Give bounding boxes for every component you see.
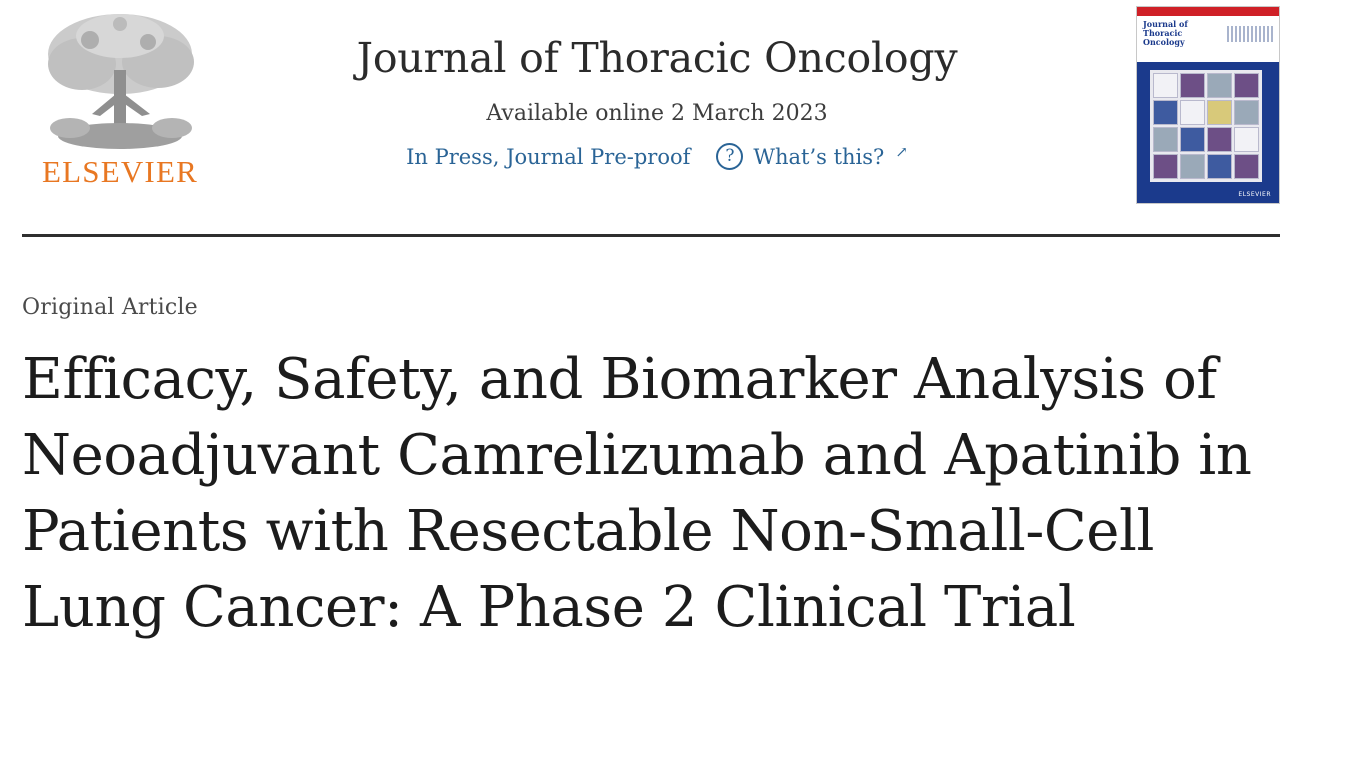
cover-caption: ELSEVIER	[1238, 191, 1271, 198]
cover-accent-bar	[1137, 7, 1279, 16]
journal-press-status: In Press, Journal Pre-proof	[406, 144, 691, 169]
article-header	[0, 237, 1350, 647]
article-type-label: Original Article	[22, 295, 198, 320]
journal-masthead	[0, 0, 1350, 222]
journal-info	[218, 6, 1136, 170]
journal-status-row	[218, 143, 1096, 170]
journal-cover-thumbnail[interactable]	[1136, 6, 1280, 204]
cover-publisher-mark-icon	[1227, 26, 1273, 42]
whats-this-label: What’s this?	[753, 144, 885, 169]
question-mark-circle-icon: ?	[716, 143, 743, 170]
journal-availability-date: Available online 2 March 2023	[486, 101, 828, 127]
cover-figure-grid	[1150, 70, 1262, 182]
publisher-name: ELSEVIER	[42, 154, 198, 189]
elsevier-tree-logo-icon	[30, 10, 210, 158]
whats-this-link[interactable]	[716, 143, 908, 170]
cover-journal-title: Journal of Thoracic Oncology	[1143, 19, 1188, 47]
cover-header	[1137, 16, 1279, 62]
cover-body	[1137, 62, 1279, 203]
journal-title: Journal of Thoracic Oncology	[356, 34, 958, 82]
external-link-arrow-icon: ↗	[895, 142, 908, 161]
article-title: Efficacy, Safety, and Biomarker Analysis of Neoadjuvant Camrelizumab and Apatinib in Patients with Resectable Non-Small-Cell Lung Cancer: A Phase 2 Clinical Trial	[22, 347, 1252, 641]
publisher-logo[interactable]	[22, 6, 218, 190]
